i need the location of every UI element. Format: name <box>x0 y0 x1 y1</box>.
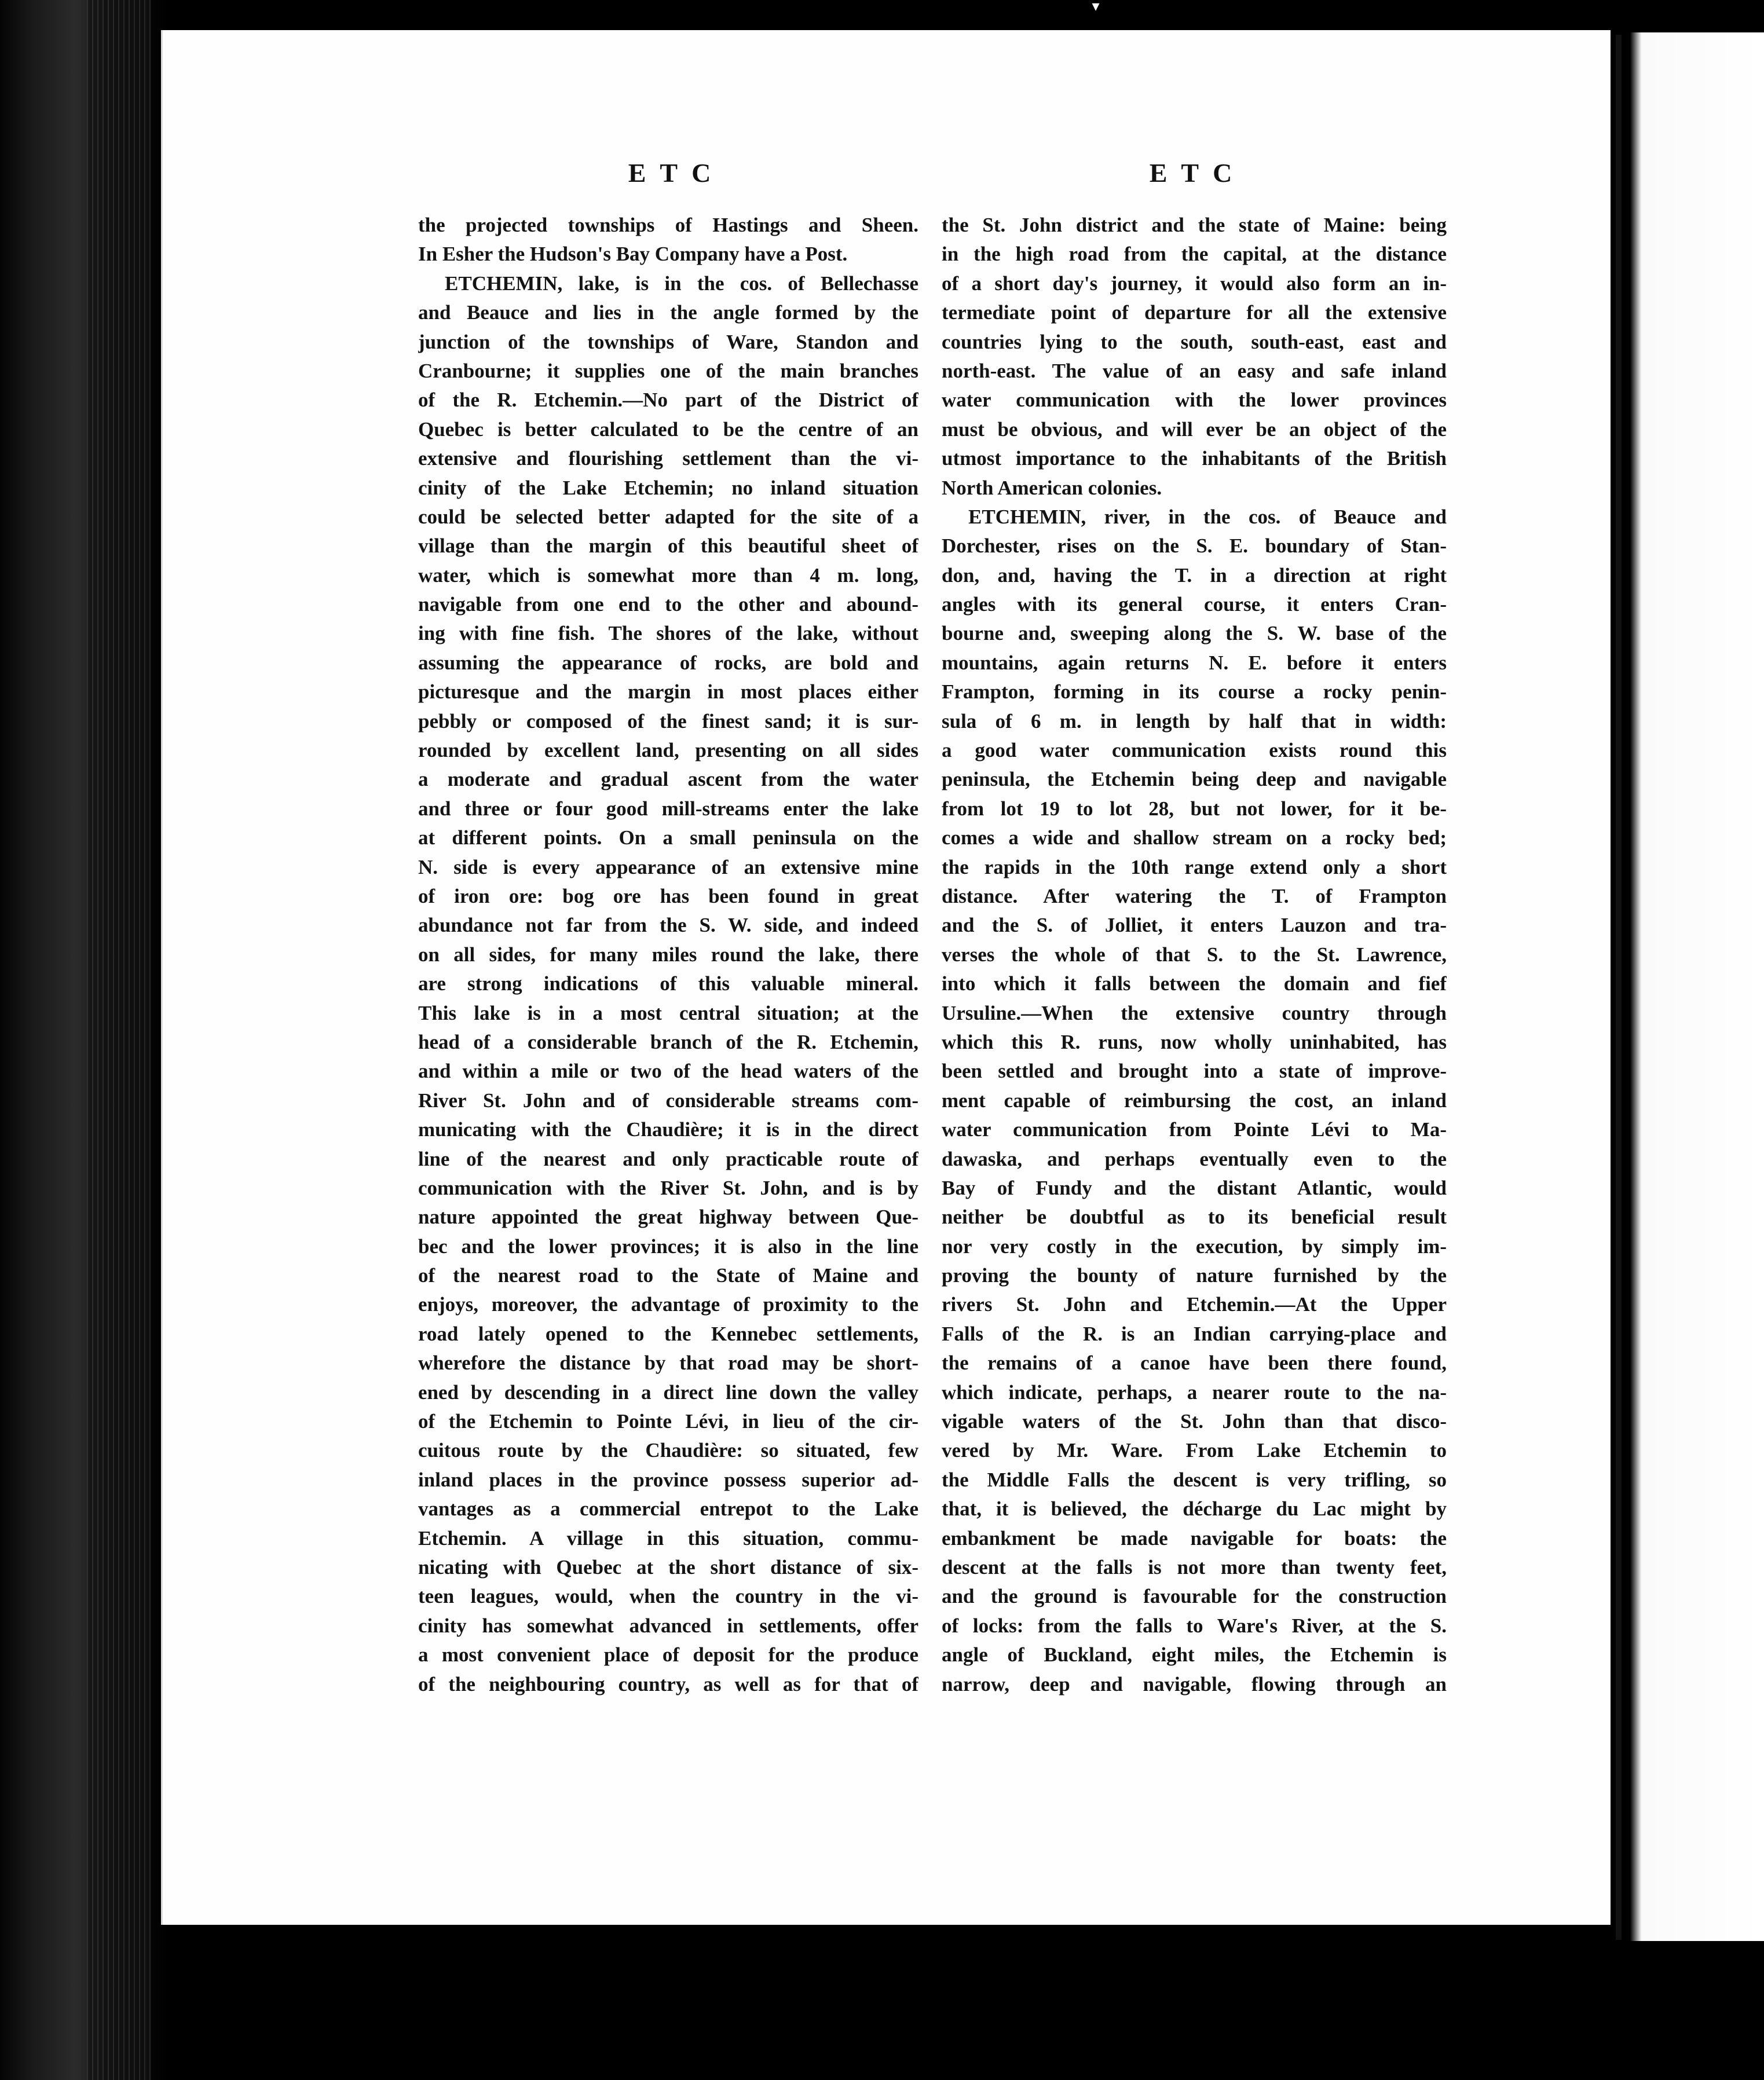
text-line: nor very costly in the execution, by simply im- <box>942 1235 1447 1258</box>
text-line: don, and, having the T. in a direction at right <box>942 563 1447 587</box>
text-line: of a short day's journey, it would also form an in- <box>942 272 1447 295</box>
text-line: a moderate and gradual ascent from the water <box>418 768 918 791</box>
text-line: countries lying to the south, south-east, east and <box>942 330 1447 353</box>
text-line: which this R. runs, now wholly uninhabited, has <box>942 1030 1447 1053</box>
text-line: at different points. On a small peninsula on the <box>418 826 918 849</box>
text-line: peninsula, the Etchemin being deep and navigable <box>942 768 1447 791</box>
text-line: distance. After watering the T. of Frampton <box>942 884 1447 907</box>
text-line: Bay of Fundy and the distant Atlantic, would <box>942 1176 1447 1199</box>
text-line: angles with its general course, it enters Cran- <box>942 593 1447 616</box>
text-line: road lately opened to the Kennebec settlements, <box>418 1322 918 1345</box>
text-line: assuming the appearance of rocks, are bold and <box>418 651 918 674</box>
text-line: embankment be made navigable for boats: the <box>942 1526 1447 1550</box>
text-line: descent at the falls is not more than twenty feet, <box>942 1555 1447 1579</box>
text-line: Cranbourne; it supplies one of the main branches <box>418 359 918 382</box>
text-line: ETCHEMIN, river, in the cos. of Beauce and <box>968 505 1447 528</box>
text-line: wherefore the distance by that road may be short- <box>418 1352 918 1375</box>
text-line: verses the whole of that S. to the St. Lawrence, <box>942 943 1447 966</box>
text-line: and three or four good mill-streams enter the lake <box>418 797 918 820</box>
text-line: the Middle Falls the descent is very trifling, so <box>942 1468 1447 1491</box>
text-line: are strong indications of this valuable mineral. <box>418 972 918 995</box>
text-line: River St. John and of considerable streams com- <box>418 1089 918 1112</box>
text-line: into which it falls between the domain and fief <box>942 972 1447 995</box>
text-line: Falls of the R. is an Indian carrying-place and <box>942 1322 1447 1345</box>
text-line: of iron ore: bog ore has been found in great <box>418 884 918 907</box>
text-line: utmost importance to the inhabitants of the British <box>942 447 1447 470</box>
text-line: on all sides, for many miles round the lake, there <box>418 943 918 966</box>
text-line: sula of 6 m. in length by half that in width: <box>942 709 1447 733</box>
text-line: navigable from one end to the other and abound- <box>418 593 918 616</box>
text-line: vigable waters of the St. John than that disco- <box>942 1410 1447 1433</box>
text-line: cuitous route by the Chaudière: so situated, few <box>418 1439 918 1462</box>
text-line: line of the nearest and only practicable route of <box>418 1147 918 1170</box>
text-line: and within a mile or two of the head waters of the <box>418 1060 918 1083</box>
text-line: N. side is every appearance of an extensive mine <box>418 855 918 878</box>
text-line: picturesque and the margin in most places either <box>418 680 918 704</box>
text-line: from lot 19 to lot 28, but not lower, for it be- <box>942 797 1447 820</box>
text-line: cinity of the Lake Etchemin; no inland situation <box>418 476 918 499</box>
text-line: Ursuline.—When the extensive country through <box>942 1001 1447 1024</box>
text-line: village than the margin of this beautiful sheet of <box>418 534 918 558</box>
text-line: In Esher the Hudson's Bay Company have a Post. <box>418 243 848 266</box>
text-line: mountains, again returns N. E. before it enters <box>942 651 1447 674</box>
text-line: of the neighbouring country, as well as for that of <box>418 1672 918 1696</box>
text-column-left <box>418 211 918 1699</box>
text-line: and the ground is favourable for the construction <box>942 1585 1447 1608</box>
text-line: narrow, deep and navigable, flowing through an <box>942 1672 1447 1696</box>
text-line: enjoys, moreover, the advantage of proximity to the <box>418 1293 918 1316</box>
running-header-left: ETC <box>628 158 725 188</box>
text-line: municating with the Chaudière; it is in the direct <box>418 1118 918 1141</box>
text-line: water communication with the lower provinces <box>942 389 1447 412</box>
text-line: abundance not far from the S. W. side, and indeed <box>418 914 918 937</box>
text-line: of the R. Etchemin.—No part of the District of <box>418 389 918 412</box>
text-line: in the high road from the capital, at the distance <box>942 243 1447 266</box>
text-line: of the Etchemin to Pointe Lévi, in lieu of the cir- <box>418 1410 918 1433</box>
text-line: inland places in the province possess superior ad- <box>418 1468 918 1491</box>
text-line: vantages as a commercial entrepot to the Lake <box>418 1497 918 1521</box>
text-line: head of a considerable branch of the R. Etchemin, <box>418 1030 918 1053</box>
text-line: nature appointed the great highway between Que- <box>418 1206 918 1229</box>
text-line: bec and the lower provinces; it is also in the line <box>418 1235 918 1258</box>
text-line: comes a wide and shallow stream on a rocky bed; <box>942 826 1447 849</box>
text-line: proving the bounty of nature furnished by the <box>942 1264 1447 1287</box>
text-line: bourne and, sweeping along the S. W. base of the <box>942 622 1447 645</box>
text-line: of locks: from the falls to Ware's River, at the S. <box>942 1614 1447 1637</box>
text-line: Dorchester, rises on the S. E. boundary of Stan- <box>942 534 1447 558</box>
text-line: the projected townships of Hastings and Sheen. <box>418 214 918 236</box>
text-line: the remains of a canoe have been there found, <box>942 1352 1447 1375</box>
text-line: angle of Buckland, eight miles, the Etchemin is <box>942 1643 1447 1667</box>
text-line: ment capable of reimbursing the cost, an inland <box>942 1089 1447 1112</box>
text-line: Etchemin. A village in this situation, commu- <box>418 1526 918 1550</box>
text-line: ETCHEMIN, lake, is in the cos. of Bellechasse <box>445 272 918 295</box>
text-line: pebbly or composed of the finest sand; it is sur- <box>418 709 918 733</box>
text-line: been settled and brought into a state of improve- <box>942 1060 1447 1083</box>
text-line: and Beauce and lies in the angle formed by the <box>418 301 918 324</box>
text-line: dawaska, and perhaps eventually even to the <box>942 1147 1447 1170</box>
text-line: must be obvious, and will ever be an object of the <box>942 418 1447 441</box>
text-line: North American colonies. <box>942 476 1162 499</box>
text-line: nicating with Quebec at the short distance of six- <box>418 1555 918 1579</box>
text-line: ing with fine fish. The shores of the lake, without <box>418 622 918 645</box>
text-line: water communication from Pointe Lévi to Ma- <box>942 1118 1447 1141</box>
text-line: rivers St. John and Etchemin.—At the Upper <box>942 1293 1447 1316</box>
text-line: vered by Mr. Ware. From Lake Etchemin to <box>942 1439 1447 1462</box>
text-line: extensive and flourishing settlement than the vi- <box>418 447 918 470</box>
text-line: junction of the townships of Ware, Standon and <box>418 330 918 353</box>
text-line: cinity has somewhat advanced in settlements, offer <box>418 1614 918 1637</box>
text-line: the rapids in the 10th range extend only a short <box>942 855 1447 878</box>
running-header-right: ETC <box>1149 158 1246 188</box>
scan-mark: ▾ <box>1092 0 1100 14</box>
text-line: the St. John district and the state of Maine: being <box>942 214 1447 236</box>
adjacent-page-edge <box>1622 32 1764 1941</box>
text-line: neither be doubtful as to its beneficial result <box>942 1206 1447 1229</box>
text-line: termediate point of departure for all the extensive <box>942 301 1447 324</box>
text-line: ened by descending in a direct line down the valley <box>418 1380 918 1404</box>
text-line: water, which is somewhat more than 4 m. long, <box>418 563 918 587</box>
text-line: and the S. of Jolliet, it enters Lauzon and tra- <box>942 914 1447 937</box>
text-line: communication with the River St. John, and is by <box>418 1176 918 1199</box>
text-line: Frampton, forming in its course a rocky penin- <box>942 680 1447 704</box>
text-line: which indicate, perhaps, a nearer route to the na- <box>942 1380 1447 1404</box>
text-line: a good water communication exists round this <box>942 739 1447 762</box>
text-line: teen leagues, would, when the country in the vi- <box>418 1585 918 1608</box>
text-line: that, it is believed, the décharge du Lac might by <box>942 1497 1447 1521</box>
text-line: This lake is in a most central situation; at the <box>418 1001 918 1024</box>
binding-texture <box>87 0 151 2080</box>
text-line: of the nearest road to the State of Maine and <box>418 1264 918 1287</box>
text-line: rounded by excellent land, presenting on all sides <box>418 739 918 762</box>
text-column-right <box>942 211 1447 1699</box>
text-line: Quebec is better calculated to be the centre of an <box>418 418 918 441</box>
text-line: a most convenient place of deposit for the produce <box>418 1643 918 1667</box>
text-line: north-east. The value of an easy and safe inland <box>942 359 1447 382</box>
text-line: could be selected better adapted for the site of a <box>418 505 918 528</box>
